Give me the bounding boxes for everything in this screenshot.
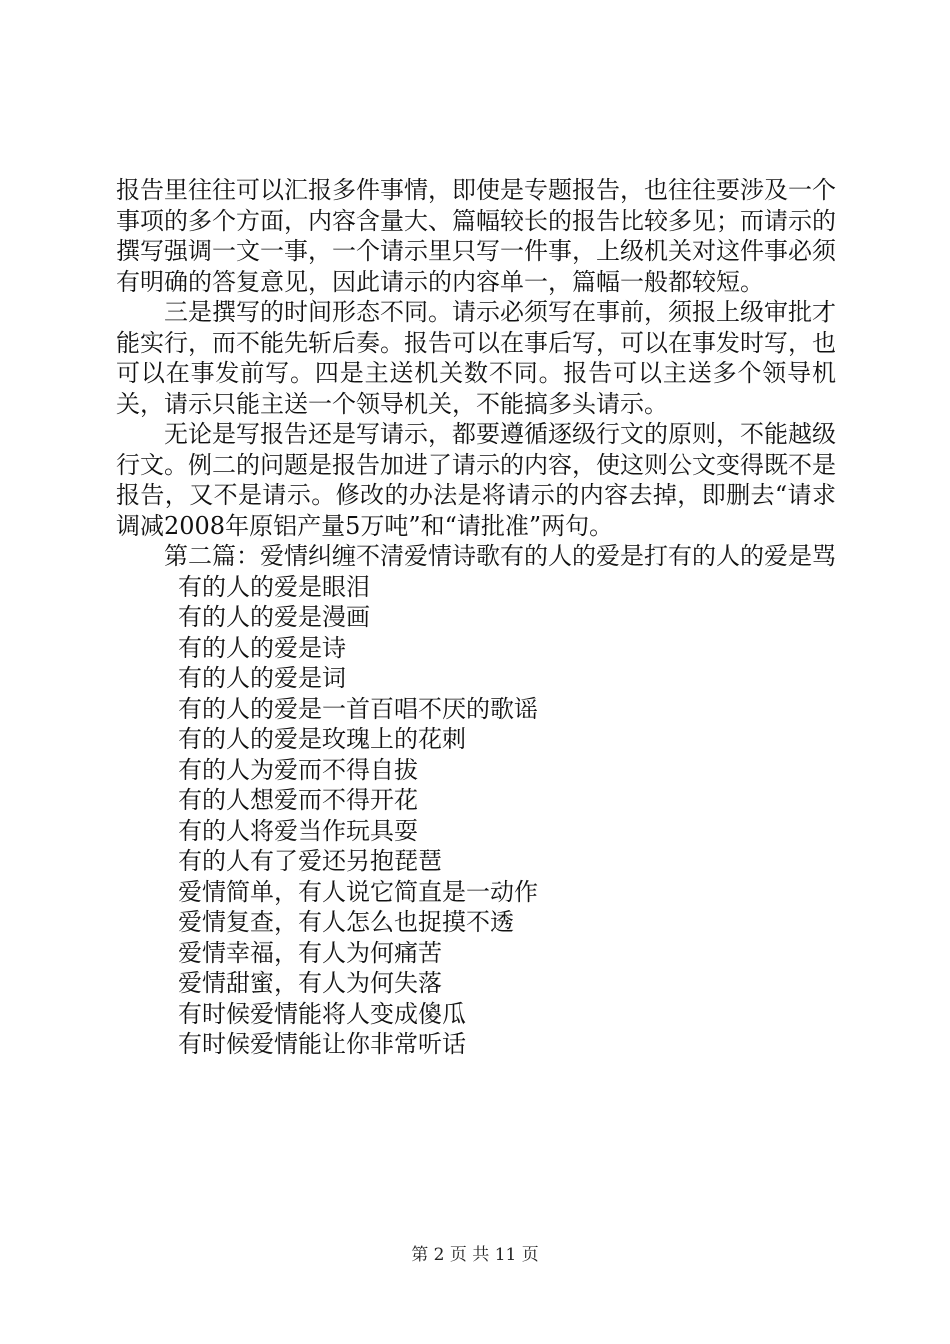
poem-line: 有的人想爱而不得开花 — [178, 786, 418, 814]
poem-line: 有的人的爱是眼泪 — [178, 572, 370, 601]
poem-line: 有的人有了爱还另抱琵琶 — [178, 847, 442, 875]
poem-line: 有时候爱情能将人变成傻瓜 — [178, 999, 466, 1028]
poem-line: 有时候爱情能让你非常听话 — [178, 1030, 466, 1058]
poem-line: 有的人的爱是玫瑰上的花刺 — [178, 725, 466, 753]
poem-line: 有的人为爱而不得自拔 — [178, 755, 418, 784]
paragraph-3: 无论是写报告还是写请示，都要遵循逐级行文的原则，不能越级行文。例二的问题是报告加进了请示的内容，使这则公文变得既不是报告，又不是请示。修改的办法是将请示的内容去掉，即删去“请求调减2008年原铝产量5万吨”和“请批准”两句。 — [116, 420, 836, 540]
poem-line: 有的人的爱是一首百唱不厌的歌谣 — [178, 694, 538, 723]
page-number-footer: 第 2 页 共 11 页 — [411, 1245, 539, 1265]
poem-line: 有的人的爱是词 — [178, 664, 346, 692]
poem-line: 有的人的爱是诗 — [178, 633, 346, 662]
paragraph-2: 三是撰写的时间形态不同。请示必须写在事前，须报上级审批才能实行，而不能先斩后奏。报告可以在事后写，可以在事发时写，也可以在事发前写。四是主送机关数不同。报告可以主送多个领导机关，请示只能主送一个领导机关，不能搞多头请示。 — [116, 298, 836, 418]
poem-line: 爱情幸福，有人为何痛苦 — [178, 938, 442, 967]
poem-line: 有的人的爱是漫画 — [178, 603, 370, 631]
poem-line: 爱情复查，有人怎么也捉摸不透 — [178, 908, 514, 936]
poem — [116, 572, 836, 1060]
section-heading: 第二篇：爱情纠缠不清爱情诗歌有的人的爱是打有的人的爱是骂 — [164, 542, 836, 570]
poem-line: 爱情简单，有人说它简直是一动作 — [178, 877, 538, 906]
poem-line: 有的人将爱当作玩具耍 — [178, 816, 418, 845]
paragraph-1: 报告里往往可以汇报多件事情，即使是专题报告，也往往要涉及一个事项的多个方面，内容含量大、篇幅较长的报告比较多见；而请示的撰写强调一文一事，一个请示里只写一件事，上级机关对这件事必须有明确的答复意见，因此请示的内容单一，篇幅一般都较短。 — [116, 176, 836, 296]
poem-line: 爱情甜蜜，有人为何失落 — [178, 969, 442, 997]
document-body — [116, 175, 836, 1060]
